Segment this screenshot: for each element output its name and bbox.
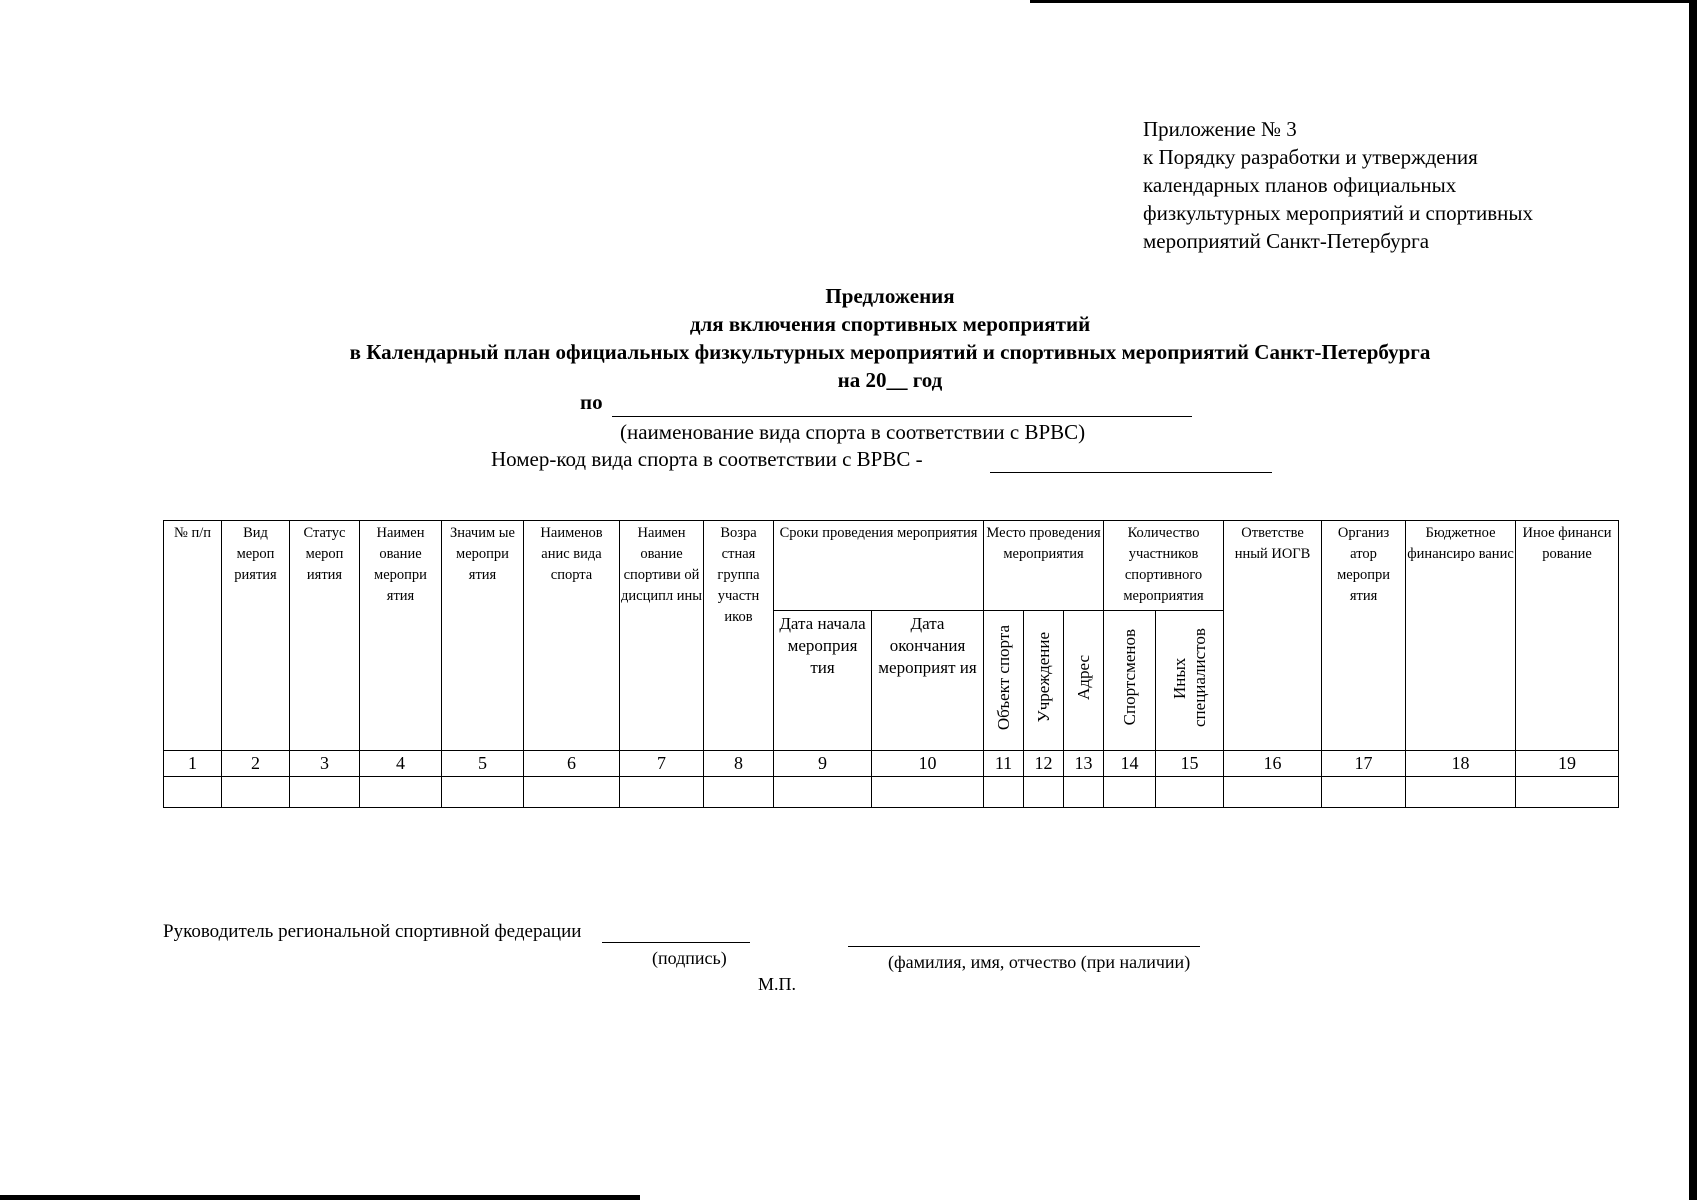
table-cell	[1024, 777, 1064, 808]
table-cell	[1516, 777, 1619, 808]
column-number: 11	[984, 751, 1024, 777]
header-sport-name: Наименов анис вида спорта	[524, 521, 620, 751]
sport-po-label: по	[580, 390, 603, 414]
header-event-status: Статус мероп иятия	[290, 521, 360, 751]
title-line: Предложения	[825, 284, 955, 308]
appendix-line: календарных планов официальных	[1143, 173, 1457, 197]
title-line: в Календарный план официальных физкультурных мероприятий и спортивных мероприятий Санкт-Петербурга	[349, 340, 1431, 364]
table-cell	[290, 777, 360, 808]
appendix-note	[1143, 115, 1533, 255]
column-number: 5	[442, 751, 524, 777]
scan-edge-bottom	[0, 1195, 640, 1200]
appendix-line: мероприятий Санкт-Петербурга	[1143, 229, 1430, 253]
title-line: на 20__ год	[837, 368, 943, 392]
table-cell	[984, 777, 1024, 808]
header-discipline-name: Наимен ование спортиви ой дисципл ины	[620, 521, 704, 751]
header-sport-facility: Объект спорта	[984, 611, 1024, 751]
signer-label: Руководитель региональной спортивной федерации	[163, 921, 582, 942]
table-cell	[620, 777, 704, 808]
table-cell	[1406, 777, 1516, 808]
scan-edge-right	[1689, 0, 1697, 1200]
appendix-line: Приложение № 3	[1143, 117, 1297, 141]
column-number: 9	[774, 751, 872, 777]
appendix-line: физкультурных мероприятий и спортивных	[1143, 201, 1533, 225]
sport-name-caption: (наименование вида спорта в соответствии с ВРВС)	[620, 420, 1086, 444]
table-cell	[1322, 777, 1406, 808]
title-line: для включения спортивных мероприятий	[689, 312, 1091, 336]
header-event-type: Вид мероп риятия	[222, 521, 290, 751]
column-number: 19	[1516, 751, 1619, 777]
signature-line	[602, 942, 750, 943]
column-number: 4	[360, 751, 442, 777]
sport-name-line	[612, 416, 1192, 417]
header-significant-events: Значим ые меропри ятия	[442, 521, 524, 751]
signature-caption: (подпись)	[652, 948, 727, 968]
header-institution: Учреждение	[1024, 611, 1064, 751]
header-other-funding: Иное финанси рование	[1516, 521, 1619, 751]
table-cell	[1156, 777, 1224, 808]
column-number: 16	[1224, 751, 1322, 777]
table-cell	[442, 777, 524, 808]
stamp-label: М.П.	[758, 974, 797, 994]
table-cell	[704, 777, 774, 808]
appendix-line: к Порядку разработки и утверждения	[1143, 145, 1478, 169]
table-cell	[1064, 777, 1104, 808]
table-cell	[222, 777, 290, 808]
column-number: 14	[1104, 751, 1156, 777]
column-number: 12	[1024, 751, 1064, 777]
column-number: 1	[164, 751, 222, 777]
table-cell	[164, 777, 222, 808]
name-caption: (фамилия, имя, отчество (при наличии)	[888, 952, 1191, 972]
column-number: 15	[1156, 751, 1224, 777]
header-number: № п/п	[164, 521, 222, 751]
column-number: 2	[222, 751, 290, 777]
table-cell	[524, 777, 620, 808]
empty-data-row	[164, 777, 1619, 808]
sport-code-line	[990, 472, 1272, 473]
sport-code-label: Номер-код вида спорта в соответствии с ВРВС -	[491, 447, 923, 471]
header-organizer: Организ атор меропри ятия	[1322, 521, 1406, 751]
proposals-table	[163, 520, 1619, 808]
table-cell	[360, 777, 442, 808]
scan-edge-top	[1030, 0, 1697, 3]
column-number: 7	[620, 751, 704, 777]
document-title	[150, 282, 1630, 394]
column-number: 3	[290, 751, 360, 777]
header-other-specialists: Иных специалистов	[1156, 611, 1224, 751]
header-participants-count: Количество участников спортивного мероприятия	[1104, 521, 1224, 611]
column-number: 8	[704, 751, 774, 777]
header-age-group: Возра стная группа участн иков	[704, 521, 774, 751]
header-athletes: Спортсменов	[1104, 611, 1156, 751]
table-cell	[872, 777, 984, 808]
table-cell	[774, 777, 872, 808]
table-cell	[1224, 777, 1322, 808]
header-start-date: Дата начала мероприя тия	[774, 611, 872, 751]
header-budget-funding: Бюджетное финансиро ванис	[1406, 521, 1516, 751]
header-event-place: Место проведения мероприятия	[984, 521, 1104, 611]
header-event-dates: Сроки проведения мероприятия	[774, 521, 984, 611]
column-number: 10	[872, 751, 984, 777]
column-number: 18	[1406, 751, 1516, 777]
header-event-name: Наимен ование меропри ятия	[360, 521, 442, 751]
header-responsible-body: Ответстве нный ИОГВ	[1224, 521, 1322, 751]
header-end-date: Дата окончания мероприят ия	[872, 611, 984, 751]
name-line	[848, 946, 1200, 947]
column-number: 17	[1322, 751, 1406, 777]
column-numbers-row	[164, 751, 1619, 777]
header-address: Адрес	[1064, 611, 1104, 751]
table-cell	[1104, 777, 1156, 808]
column-number: 13	[1064, 751, 1104, 777]
column-number: 6	[524, 751, 620, 777]
